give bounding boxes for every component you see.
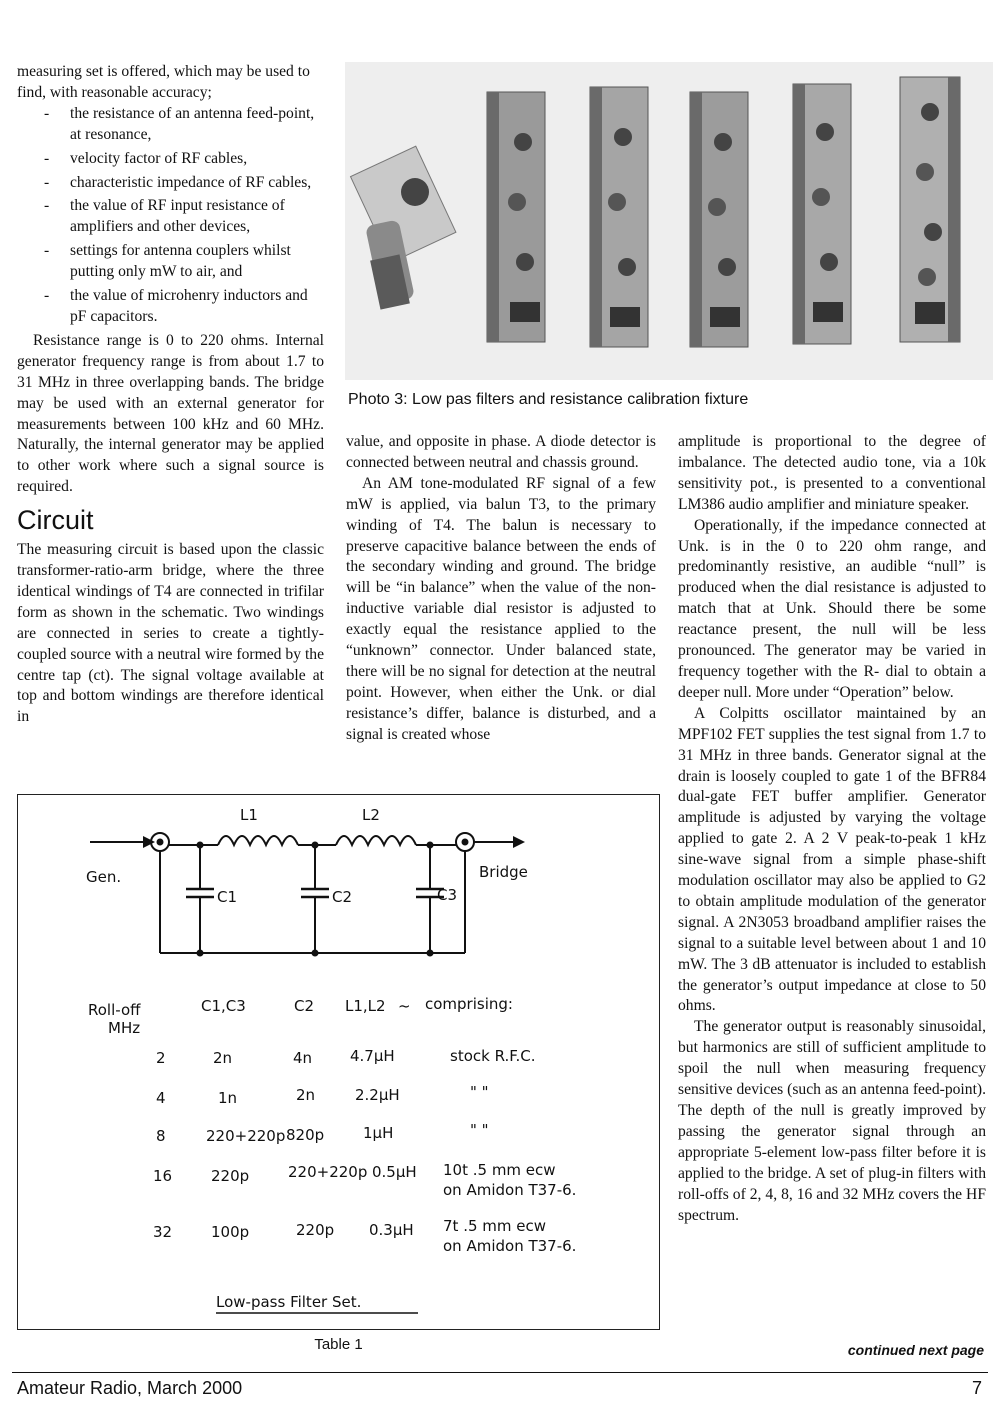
- circuit-paragraph: The measuring circuit is based upon the classic transformer-ratio-arm bridge, where the three identical windings of T4 are connected in trifilar form as shown in the schematic. Two windings are connected in series to create a tightly-coupled source with a neutral wire formed by the centre tap (ct). The signal voltage available at top and bottom windings are therefore identical in: [17, 541, 324, 726]
- filter-board: [793, 84, 851, 344]
- resistance-range-paragraph: Resistance range is 0 to 220 ohms. Internal generator frequency range is from about 1.7 to 31 MHz in three overlapping bands. The bridge may be used with an external generator for measurements between 100 kHz and 60 MHz. Naturally, the internal generator may be applied to other work where such a signal source is required.: [17, 331, 324, 496]
- inductor-l2: [336, 836, 416, 845]
- svg-text:" ": " ": [470, 1083, 489, 1101]
- column-3: [678, 432, 986, 1226]
- col2-paragraph: value, and opposite in phase. A diode detector is connected between neutral and chassis ground.: [346, 433, 656, 471]
- svg-text:0.5µH: 0.5µH: [372, 1163, 417, 1181]
- filter-schematic: [18, 795, 660, 1330]
- filter-board: [690, 92, 748, 347]
- col1-intro: measuring set is offered, which may be used to find, with reasonable accuracy;: [17, 63, 310, 101]
- photo-filters: [345, 62, 993, 380]
- svg-text:220p: 220p: [296, 1221, 335, 1239]
- label-c2: C2: [332, 888, 353, 906]
- col3-paragraph: amplitude is proportional to the degree of imbalance. The detected audio tone, via a 10k sensitivity pot., is presented to a conventional LM386 audio amplifier and miniature speaker.: [678, 433, 986, 513]
- list-item: - velocity factor of RF cables,: [44, 149, 248, 167]
- svg-text:820p: 820p: [286, 1126, 325, 1144]
- label-bridge: Bridge: [479, 863, 528, 881]
- list-item: - settings for antenna couplers whilst putting only mW to air, and: [44, 242, 291, 281]
- list-item: - the value of microhenry inductors and pF capacitors.: [44, 287, 308, 325]
- continued-note: continued next page: [847, 1342, 984, 1358]
- filter-board: [487, 92, 545, 342]
- svg-text:2.2µH: 2.2µH: [355, 1086, 400, 1104]
- svg-text:100p: 100p: [211, 1223, 250, 1241]
- column-1: [17, 62, 324, 728]
- label-c1: C1: [217, 888, 238, 906]
- footer-publication: Amateur Radio, March 2000: [17, 1378, 243, 1398]
- svg-text:1n: 1n: [218, 1089, 238, 1107]
- measurement-list: [17, 104, 324, 328]
- table-caption: Table 1: [314, 1336, 363, 1353]
- svg-text:on Amidon T37-6.: on Amidon T37-6.: [443, 1181, 577, 1199]
- svg-text:4.7µH: 4.7µH: [350, 1047, 395, 1065]
- header-c2: C2: [294, 997, 315, 1015]
- svg-text:220p: 220p: [211, 1167, 250, 1185]
- label-l1: L1: [240, 806, 258, 824]
- table-row: [156, 1121, 489, 1145]
- header-c1c3: C1,C3: [201, 997, 246, 1015]
- inductor-l1: [218, 836, 298, 845]
- column-2: [346, 432, 656, 746]
- header-comprising: comprising:: [425, 995, 513, 1013]
- table-row: [156, 1047, 535, 1067]
- capacitor-c1: [186, 842, 214, 957]
- svg-text:8: 8: [156, 1127, 166, 1145]
- capacitor-c2: [301, 842, 329, 957]
- list-item: - the value of RF input resistance of amplifiers and other devices,: [44, 197, 285, 236]
- svg-text:10t .5 mm ecw: 10t .5 mm ecw: [443, 1161, 556, 1179]
- label-gen: Gen.: [86, 868, 122, 886]
- svg-text:0.3µH: 0.3µH: [369, 1221, 414, 1239]
- svg-text:2n: 2n: [213, 1049, 233, 1067]
- col3-paragraph: Operationally, if the impedance connected at Unk. is in the 0 to 220 ohm range, and predominantly resistive, an audible “null” is produced when the dial resistance is adjusted to match that at Unk. Should there be some reactance present, the null will be less pronounced. The generator may be varied in frequency together with the R- dial to obtain a deeper null. More under “Operation” below.: [678, 516, 986, 701]
- photo-caption: Photo 3: Low pas filters and resistance calibration fixture: [348, 391, 749, 408]
- table-row: [156, 1083, 489, 1107]
- photo-illustration: [345, 62, 993, 380]
- svg-text:2n: 2n: [296, 1086, 316, 1104]
- footer-divider: [12, 1372, 988, 1373]
- label-c3: C3: [437, 886, 458, 904]
- header-tilde: ~: [398, 997, 411, 1015]
- table-row: [153, 1161, 576, 1199]
- section-heading-circuit: Circuit: [17, 505, 94, 536]
- footer-page-number: 7: [971, 1378, 982, 1398]
- svg-text:2: 2: [156, 1049, 166, 1067]
- header-mhz: MHz: [108, 1019, 141, 1037]
- list-item: - characteristic impedance of RF cables,: [44, 173, 312, 191]
- list-item: - the resistance of an antenna feed-point, at resonance,: [44, 104, 315, 143]
- svg-text:220+220p: 220+220p: [206, 1127, 286, 1145]
- svg-text:1µH: 1µH: [363, 1124, 394, 1142]
- filter-board: [590, 87, 648, 347]
- col3-paragraph: The generator output is reasonably sinusoidal, but harmonics are still of sufficient amplitude to spoil the null when measuring frequency sensitive devices (such as an antenna feed-point). The depth of the null is greatly improved by passing the generator signal through an appropriate 5-element low-pass filter before it is applied to the bridge. A set of plug-in filters with roll-offs of 2, 4, 8, 16 and 32 MHz covers the HF spectrum.: [678, 1018, 986, 1224]
- svg-text:7t .5 mm ecw: 7t .5 mm ecw: [443, 1217, 547, 1235]
- svg-text:on Amidon T37-6.: on Amidon T37-6.: [443, 1237, 577, 1255]
- svg-text:4n: 4n: [293, 1049, 313, 1067]
- col2-paragraph: An AM tone-modulated RF signal of a few mW is applied, via balun T3, to the primary winding of T4. The balun is necessary to preserve capacitive balance between the ends of the secondary winding and ground. The bridge will be “in balance” when the value of the non-inductive variable dial resistor is adjusted to exactly equal the resistance applied to the “unknown” connector. Under balanced state, there will be no signal for detection at the neutral point. However, when either the Unk. or dial resistance’s differ, balance is disturbed, and a signal is created whose: [346, 474, 656, 743]
- header-l1l2: L1,L2: [345, 997, 386, 1015]
- filter-board: [900, 77, 960, 342]
- svg-text:" ": " ": [470, 1121, 489, 1139]
- filter-figure: [17, 794, 660, 1330]
- col3-paragraph: A Colpitts oscillator maintained by an MPF102 FET supplies the test signal from 1.7 to 31 MHz in three bands. Generator signal at the drain is loosely coupled to gate 1 of the BFR84 dual-gate FET buffer amplifier. Generator amplitude is adjusted by varying the voltage applied to gate 2. A 2 V peak-to-peak 1 kHz sine-wave signal from a simple phase-shift modulation oscillator may also be applied to G2 to obtain amplitude modulation of the generator signal. A 2N3053 broadband amplifier raises the signal to a suitable level between about 1 and 10 mW. The 3 dB attenuator is included to establish the generator’s output impedance at close to 50 ohms.: [678, 704, 986, 1015]
- header-rolloff: Roll-off: [88, 1001, 141, 1019]
- svg-text:32: 32: [153, 1223, 173, 1241]
- svg-text:220+220p: 220+220p: [288, 1163, 368, 1181]
- figure-title: Low-pass Filter Set.: [216, 1293, 362, 1311]
- table-row: [153, 1217, 576, 1255]
- label-l2: L2: [362, 806, 380, 824]
- svg-text:4: 4: [156, 1089, 166, 1107]
- svg-text:16: 16: [153, 1167, 173, 1185]
- svg-text:stock R.F.C.: stock R.F.C.: [450, 1047, 536, 1065]
